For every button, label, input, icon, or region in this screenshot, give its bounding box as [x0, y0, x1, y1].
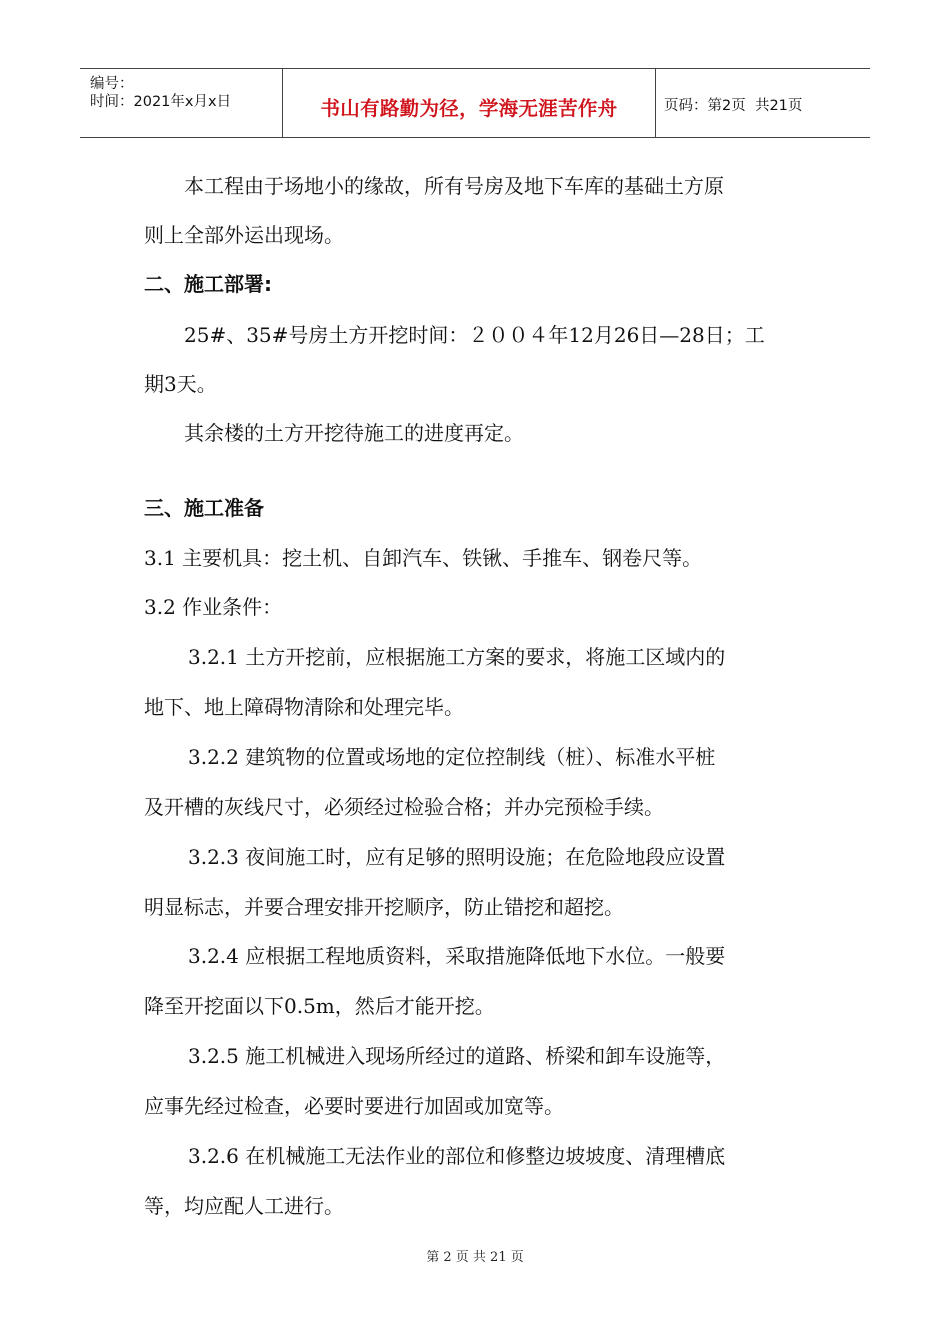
paragraph-line: 3.2.6 在机械施工无法作业的部位和修整边坡坡度、清理槽底	[188, 1144, 726, 1168]
paragraph-line: 及开槽的灰线尺寸，必须经过检验合格；并办完预检手续。	[144, 795, 664, 819]
paragraph-line: 3.2 作业条件：	[144, 595, 283, 619]
paragraph-line: 其余楼的土方开挖待施工的进度再定。	[184, 421, 524, 445]
paragraph-line: 本工程由于场地小的缘故，所有号房及地下车库的基础土方原	[184, 174, 724, 198]
paragraph-line: 等，均应配人工进行。	[144, 1194, 344, 1218]
paragraph-line: 3.1 主要机具：挖土机、自卸汽车、铁锹、手推车、钢卷尺等。	[144, 546, 703, 570]
page-footer: 第 2 页 共 21 页	[426, 1250, 524, 1265]
paragraph-line: 明显标志，并要合理安排开挖顺序，防止错挖和超挖。	[144, 895, 624, 919]
paragraph-line: 地下、地上障碍物清除和处理完毕。	[144, 695, 464, 719]
paragraph-line: 3.2.1 土方开挖前，应根据施工方案的要求，将施工区域内的	[188, 645, 726, 669]
paragraph-line: 期3天。	[144, 372, 217, 396]
page-number-label: 页码：第2页 共21页	[664, 98, 803, 114]
number-label: 编号：	[90, 76, 134, 92]
section-heading: 二、施工部署:	[144, 272, 272, 296]
time-label: 时间：2021年x月x日	[90, 94, 232, 110]
paragraph-line: 3.2.3 夜间施工时，应有足够的照明设施；在危险地段应设置	[188, 845, 726, 869]
paragraph-line: 应事先经过检查，必要时要进行加固或加宽等。	[144, 1094, 564, 1118]
paragraph-line: 3.2.4 应根据工程地质资料，采取措施降低地下水位。一般要	[188, 944, 726, 968]
paragraph-line: 3.2.5 施工机械进入现场所经过的道路、桥梁和卸车设施等，	[188, 1044, 726, 1068]
paragraph-line: 25#、35#号房土方开挖时间：２００４年12月26日—28日；工	[184, 323, 765, 347]
motto-text: 书山有路勤为径，学海无涯苦作舟	[320, 97, 618, 120]
paragraph-line: 则上全部外运出现场。	[144, 223, 344, 247]
paragraph-line: 降至开挖面以下0.5m，然后才能开挖。	[144, 994, 495, 1018]
paragraph-line: 3.2.2 建筑物的位置或场地的定位控制线（桩）、标准水平桩	[188, 745, 716, 769]
section-heading: 三、施工准备	[144, 496, 264, 520]
